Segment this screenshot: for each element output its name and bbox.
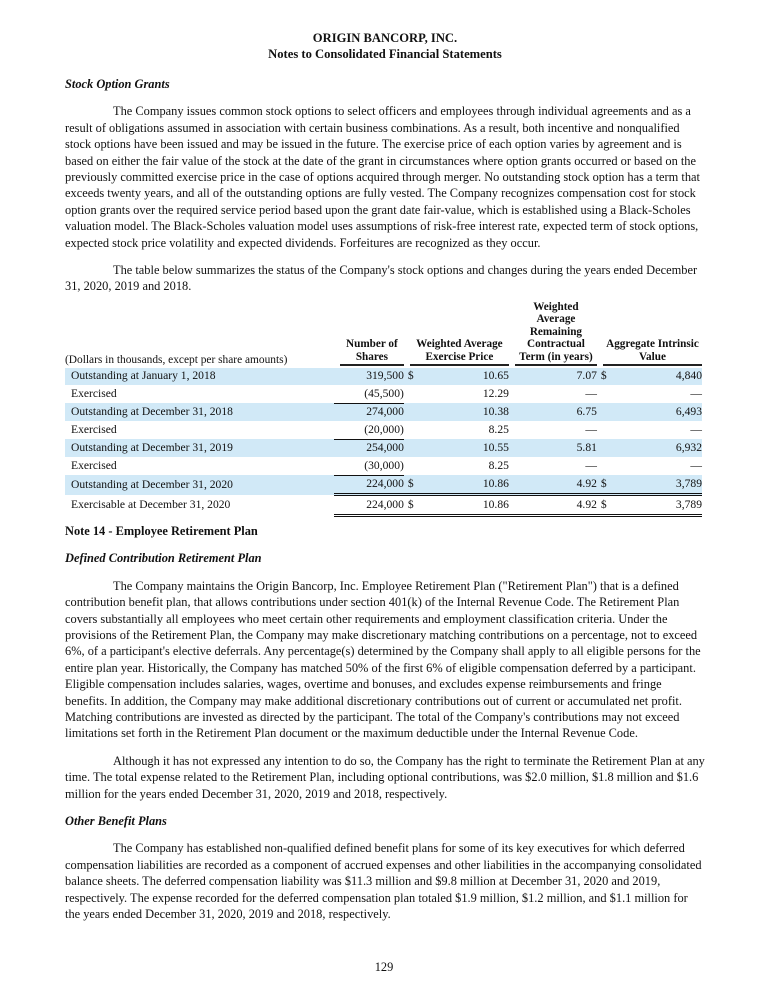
table-row: Exercised (20,000) 8.25 — — [65,421,702,439]
stock-options-paragraph-2: The table below summarizes the status of the Company's stock options and changes during the years ended December 31, 2020, 2019 and 2018. [65,263,698,294]
company-name: ORIGIN BANCORP, INC. [312,31,458,45]
other-benefit-plans-heading: Other Benefit Plans [65,814,167,828]
defined-contribution-heading: Defined Contribution Retirement Plan [65,551,262,566]
col-exercise-price: Weighted Average Exercise Price [404,301,509,368]
col-intrinsic-value: Aggregate Intrinsic Value [597,301,702,368]
table-row: Outstanding at January 1, 2018 319,500 $ 10.65 7.07 $ 4,840 [65,368,702,386]
page-number: 129 [374,960,394,974]
table-row: Exercisable at December 31, 2020 224,000 $ 10.86 4.92 $ 3,789 [65,495,702,516]
stock-options-table [65,301,702,517]
document-page [65,30,705,922]
stock-options-paragraph-1: The Company issues common stock options to select officers and employees through individual agreements and as a result of obligations assumed in association with certain business combinations. As a result, both incentive and nonqualified stock options have been issued and may be issued in the future. The exercise price of each option varies by agreement and is based on either the fair value of the stock at the date of the grant in circumstances where option grants occurred or based on the previously committed exercise price in the case of options acquired through merger. No outstanding stock option has a term that exceeds twenty years, and all of the outstanding options are fully vested. The Company recognizes compensation cost for stock option grants over the required service period based upon the grant date fair-value, which is established using a Black-Scholes valuation model. The Black-Scholes valuation model uses assumptions of risk-free interest rate, expected term of stock options, expected stock price volatility and expected dividends. Forfeitures are recognized as they occur. [65,104,700,250]
other-benefit-plans-paragraph: The Company has established non-qualified defined benefit plans for some of its key executives for which deferred compensation liabilities are recorded as a component of accrued expenses and other liabilities in the accompanying consolidated balance sheets. The deferred compensation liability was $11.3 million and $9.8 million at December 31, 2020 and 2019, respectively. The expense recorded for the deferred compensation plan totaled $1.9 million, $1.2 million, and $1.1 million for the years ended December 31, 2020, 2019 and 2018, respectively. [65,841,702,922]
note-14-heading: Note 14 - Employee Retirement Plan [65,523,258,538]
col-number-of-shares: Number of Shares [334,301,404,368]
table-row: Outstanding at December 31, 2020 224,000 $ 10.86 4.92 $ 3,789 [65,475,702,495]
table-row: Exercised (45,500) 12.29 — — [65,385,702,403]
document-subtitle: Notes to Consolidated Financial Statements [268,47,502,61]
stock-option-grants-heading: Stock Option Grants [65,77,170,91]
table-row: Exercised (30,000) 8.25 — — [65,457,702,475]
col-remaining-term: Weighted Average Remaining Contractual Term (in years) [509,301,597,368]
table-row: Outstanding at December 31, 2018 274,000 10.38 6.75 6,493 [65,403,702,421]
retirement-plan-paragraph-1: The Company maintains the Origin Bancorp, Inc. Employee Retirement Plan ("Retirement Plan") that is a defined contribution benefit plan, that allows contributions under section 401(k) of the Internal Revenue Code. The Retirement Plan covers substantially all employees who meet certain other requirements and employment classification criteria. Under the provisions of the Retirement Plan, the Company may make discretionary matching contributions on a percentage, not to exceed 6%, of a participant's elective deferrals. Any percentage(s) determined by the Company shall apply to all eligible persons for the entire plan year. Historically, the Company has matched 50% of the first 6% of eligible compensation deferred by a participant. Eligible compensation includes salaries, wages, overtime and bonuses, and excludes expense reimbursements and fringe benefits. In addition, the Company may make additional discretionary contributions out of current or accumulated net profit. Matching contributions are invested as directed by the participant. The total of the Company's contributions may not exceed limitations set forth in the Retirement Plan document or the maximum deductible under the Internal Revenue Code. [65,578,701,741]
retirement-plan-paragraph-2: Although it has not expressed any intention to do so, the Company has the right to terminate the Retirement Plan at any time. The total expense related to the Retirement Plan, including optional contributions, was $2.0 million, $1.8 million and $1.6 million for the years ended December 31, 2020, 2019 and 2018, respectively. [65,753,705,801]
table-row: Outstanding at December 31, 2019 254,000 10.55 5.81 6,932 [65,439,702,457]
table-label-header: (Dollars in thousands, except per share amounts) [65,353,288,366]
